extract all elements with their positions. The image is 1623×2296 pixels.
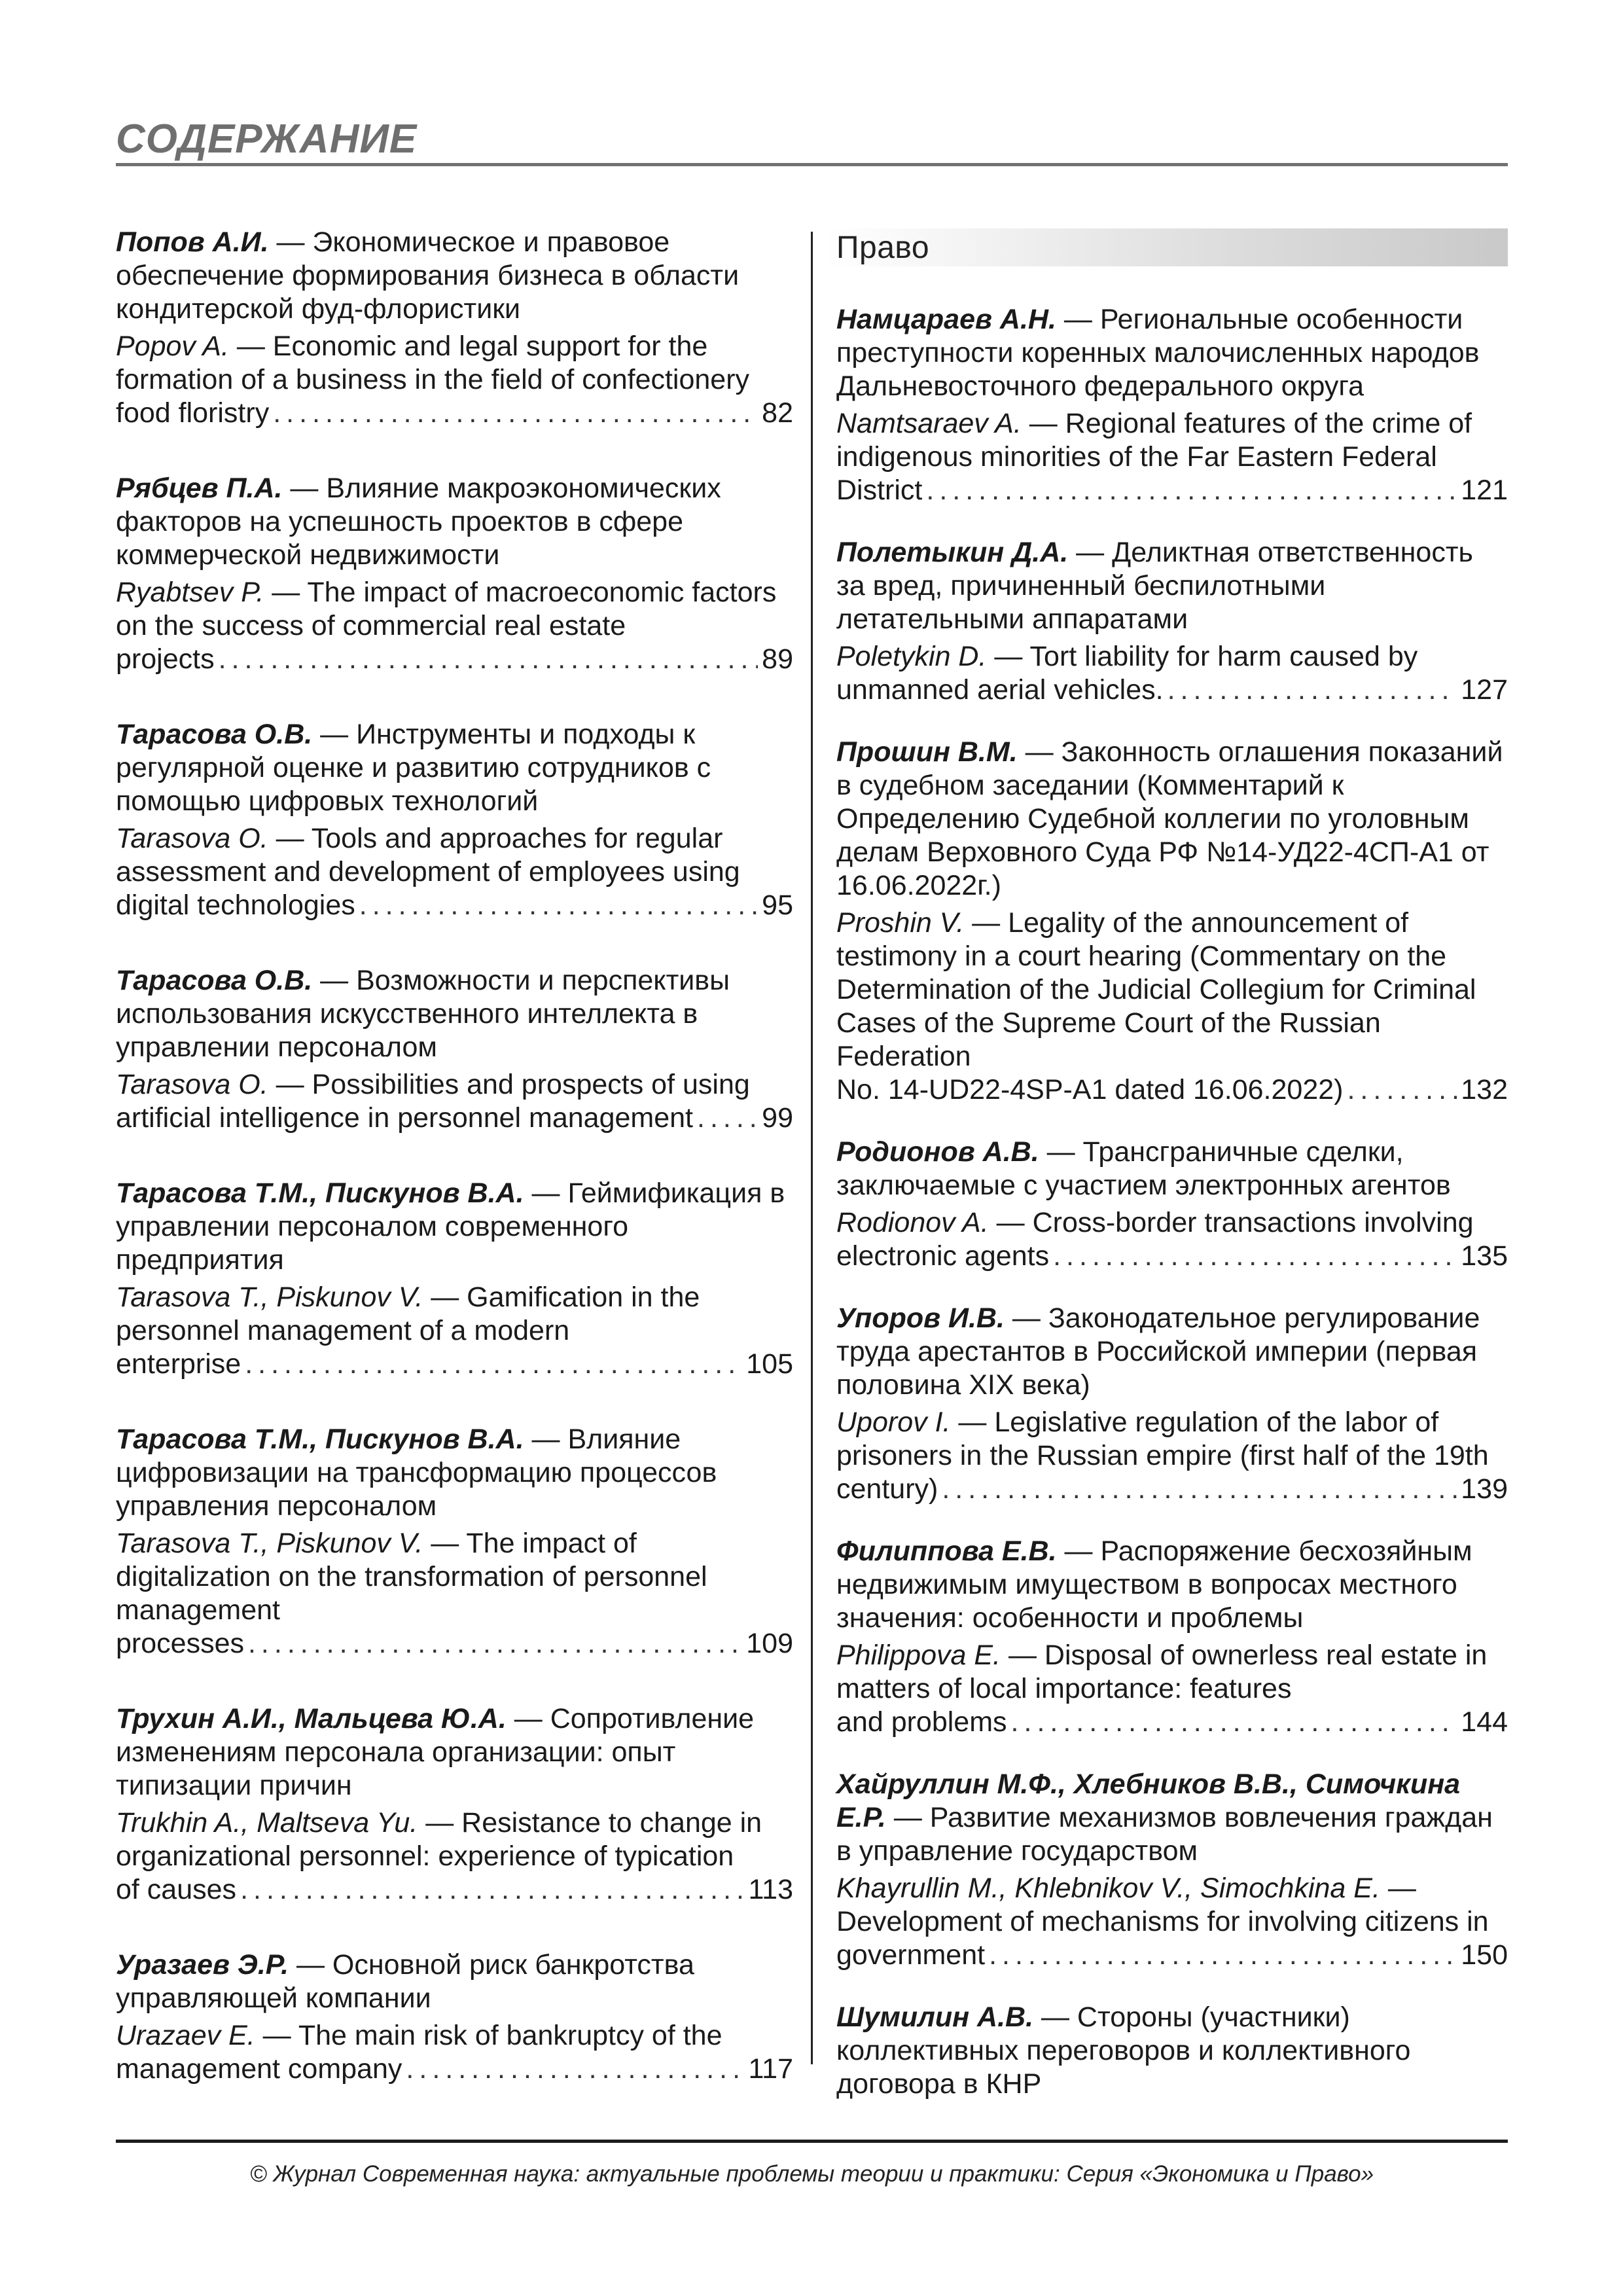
author-en: Proshin V.	[836, 907, 965, 939]
toc-entry[interactable]	[116, 1177, 793, 1381]
toc-entry[interactable]	[116, 472, 793, 676]
entry-ru	[116, 472, 793, 572]
page-line	[116, 1102, 793, 1135]
title-en-last: projects	[116, 643, 215, 675]
title-en: — Tools and approaches for regular assessment and development of employees using	[116, 823, 740, 888]
page-line	[116, 889, 793, 922]
entry-en	[836, 1639, 1508, 1706]
entry-en	[836, 1872, 1508, 1939]
title-ru: — Сопротивление изменениям персонала организации: опыт типизации причин	[116, 1703, 755, 1801]
footer-rule	[116, 2140, 1508, 2143]
entry-en	[836, 906, 1508, 1073]
entry-ru	[116, 226, 793, 326]
author-en: Tarasova O.	[116, 1069, 268, 1100]
title-en-last: artificial intelligence in personnel management	[116, 1102, 694, 1134]
title-en-last: No. 14-UD22-4SP-A1 dated 16.06.2022)	[836, 1074, 1344, 1105]
title-en-last: food floristry	[116, 397, 270, 429]
author-en: Tarasova T., Piskunov V.	[116, 1282, 423, 1313]
author-ru: Упоров И.В.	[836, 1302, 1005, 1334]
title-ru: — Возможности и перспективы использования искусственного интеллекта в управлении персоналом	[116, 965, 730, 1063]
title-en-last: of causes	[116, 1874, 237, 1905]
entry-ru	[116, 718, 793, 818]
page-number[interactable]: 150	[1461, 1939, 1508, 1971]
page-number[interactable]: 82	[762, 397, 793, 429]
entry-ru	[116, 1948, 793, 2015]
title-ru: — Основной риск банкротства управляющей компании	[116, 1949, 694, 2014]
leader-dots	[359, 889, 758, 922]
title-en: — Development of mechanisms for involving citizens in	[836, 1873, 1489, 1937]
title-ru: — Геймификация в управлении персоналом современного предприятия	[116, 1177, 785, 1276]
page-line	[836, 673, 1508, 707]
entry-en	[116, 330, 793, 397]
entry-ru	[116, 1702, 793, 1803]
author-ru: Рябцев П.А.	[116, 473, 283, 504]
entry-en	[116, 1527, 793, 1627]
author-ru: Тарасова Т.М., Пискунов В.А.	[116, 1177, 524, 1209]
author-ru: Трухин А.И., Мальцева Ю.А.	[116, 1703, 507, 1734]
footer-copyright: © Журнал Современная наука: актуальные проблемы теории и практики: Серия «Экономика и Право»	[249, 2161, 1374, 2187]
entry-ru	[836, 1302, 1508, 1402]
author-ru: Шумилин А.В.	[836, 2001, 1034, 2033]
title-ru: — Региональные особенности преступности коренных малочисленных народов Дальневосточного федерального округа	[836, 304, 1480, 402]
title-en: — Legality of the announcement of testimony in a court hearing (Commentary on the Determination of the Judicial Collegium for Criminal Cases of the Supreme Court of the Russian Federation	[836, 907, 1476, 1072]
title-en: — Possibilities and prospects of using	[268, 1069, 750, 1100]
title-en-last: and problems	[836, 1706, 1007, 1738]
leader-dots	[1053, 1240, 1457, 1273]
page-number[interactable]: 89	[762, 643, 793, 675]
page-number[interactable]: 113	[748, 1874, 793, 1905]
toc-entry[interactable]	[836, 1768, 1508, 1972]
title-en: — The impact of macroeconomic factors on the success of commercial real estate	[116, 577, 777, 641]
author-en: Urazaev E.	[116, 2020, 255, 2051]
entry-ru	[836, 2001, 1508, 2101]
title-ru: — Экономическое и правовое обеспечение формирования бизнеса в области кондитерской фуд-флористики	[116, 226, 740, 325]
header-rule	[116, 163, 1508, 166]
title-en-last: century)	[836, 1473, 938, 1505]
author-en: Ryabtsev P.	[116, 577, 264, 608]
title-en-last: District	[836, 475, 923, 506]
entry-ru	[836, 536, 1508, 636]
author-en: Philippova E.	[836, 1640, 1001, 1671]
entry-en	[116, 822, 793, 889]
entry-en	[116, 1806, 793, 1873]
author-ru: Тарасова Т.М., Пискунов В.А.	[116, 1424, 524, 1455]
column-divider	[811, 232, 813, 2064]
leader-dots	[1168, 673, 1457, 707]
entry-ru	[836, 1535, 1508, 1635]
author-en: Uporov I.	[836, 1407, 951, 1438]
toc-entry[interactable]	[116, 226, 793, 430]
page-line	[836, 474, 1508, 507]
toc-right-column	[836, 303, 1508, 2101]
toc-entry[interactable]	[116, 1948, 793, 2086]
title-en-last: management company	[116, 2053, 402, 2085]
entry-ru	[116, 1423, 793, 1523]
author-ru: Тарасова О.В.	[116, 719, 313, 750]
page-line	[836, 1240, 1508, 1273]
title-ru: — Развитие механизмов вовлечения граждан в управление государством	[836, 1802, 1493, 1867]
page-line	[116, 1348, 793, 1381]
author-en: Namtsaraev A.	[836, 408, 1022, 439]
page-number[interactable]: 121	[1461, 475, 1508, 506]
title-en: — Tort liability for harm caused by	[986, 641, 1418, 672]
title-en: — Economic and legal support for the formation of a business in the field of confectionery	[116, 331, 750, 395]
author-ru: Филиппова Е.В.	[836, 1535, 1057, 1567]
entry-en	[116, 1068, 793, 1102]
author-ru: Попов А.И.	[116, 226, 269, 258]
toc-left-column	[116, 226, 793, 2086]
entry-ru	[836, 303, 1508, 403]
page-line	[116, 643, 793, 676]
title-en: — Regional features of the crime of indigenous minorities of the Far Eastern Federal	[836, 408, 1472, 473]
title-en-last: processes	[116, 1628, 244, 1659]
toc-entry[interactable]	[116, 1702, 793, 1907]
title-ru: — Распоряжение бесхозяйным недвижимым имуществом в вопросах местного значения: особенности и проблемы	[836, 1535, 1472, 1634]
entry-ru	[116, 1177, 793, 1277]
title-ru: — Стороны (участники) коллективных переговоров и коллективного договора в КНР	[836, 2001, 1411, 2100]
leader-dots	[697, 1102, 758, 1135]
title-ru: — Деликтная ответственность за вред, причиненный беспилотными летательными аппаратами	[836, 537, 1473, 635]
section-band-law	[826, 228, 1508, 266]
toc-entry[interactable]	[116, 718, 793, 922]
toc-entry[interactable]	[836, 1302, 1508, 1506]
author-ru: Хайруллин М.Ф., Хлебников В.В., Симочкина Е.Р.	[836, 1768, 1461, 1833]
toc-entry[interactable]	[836, 1535, 1508, 1739]
title-en: — Cross-border transactions involving	[988, 1207, 1474, 1238]
entry-ru	[836, 736, 1508, 903]
title-en: — Resistance to change in organizational personnel: experience of typication	[116, 1807, 762, 1872]
title-en: — Legislative regulation of the labor of prisoners in the Russian empire (first half of the 19th	[836, 1407, 1489, 1471]
author-en: Popov A.	[116, 331, 229, 362]
entry-en	[836, 1206, 1508, 1240]
page-number[interactable]: 117	[748, 2053, 793, 2085]
page-number[interactable]: 109	[746, 1628, 793, 1659]
page-title: СОДЕРЖАНИЕ	[116, 117, 418, 162]
toc-entry[interactable]	[116, 964, 793, 1135]
author-en: Khayrullin M., Khlebnikov V., Simochkina E.	[836, 1873, 1380, 1904]
page-line	[836, 1473, 1508, 1506]
title-ru: — Влияние цифровизации на трансформацию процессов управления персоналом	[116, 1424, 717, 1522]
page-line	[836, 1073, 1508, 1107]
entry-en	[116, 1281, 793, 1348]
title-en: — Gamification in the personnel management of a modern	[116, 1282, 700, 1346]
title-en: — The main risk of bankruptcy of the	[255, 2020, 722, 2051]
entry-ru	[836, 1136, 1508, 1202]
entry-en	[116, 576, 793, 643]
entry-ru	[116, 964, 793, 1064]
page-line	[836, 1706, 1508, 1739]
toc-entry[interactable]	[836, 2001, 1508, 2101]
page-number[interactable]: 132	[1461, 1074, 1508, 1105]
title-ru: — Инструменты и подходы к регулярной оценке и развитию сотрудников с помощью цифровых технологий	[116, 719, 711, 817]
toc-entry[interactable]	[836, 536, 1508, 707]
author-ru: Прошин В.М.	[836, 736, 1018, 768]
entry-en	[836, 1406, 1508, 1473]
title-ru: — Законность оглашения показаний в судебном заседании (Комментарий к Определению Судебной коллегии по уголовным делам Верховного Суда РФ №14-УД22-4СП-А1 от 16.06.2022г.)	[836, 736, 1503, 901]
page-number[interactable]: 127	[1461, 674, 1508, 706]
page-number[interactable]: 139	[1461, 1473, 1508, 1505]
author-en: Rodionov A.	[836, 1207, 989, 1238]
leader-dots	[926, 474, 1457, 507]
author-en: Tarasova T., Piskunov V.	[116, 1528, 423, 1559]
page-number[interactable]: 95	[762, 889, 793, 921]
author-ru: Уразаев Э.Р.	[116, 1949, 289, 1981]
author-ru: Тарасова О.В.	[116, 965, 313, 996]
entry-en	[836, 407, 1508, 474]
leader-dots	[942, 1473, 1457, 1506]
page-number[interactable]: 99	[762, 1102, 793, 1134]
page-number[interactable]: 105	[746, 1348, 793, 1380]
title-ru: — Влияние макроэкономических факторов на успешность проектов в сфере коммерческой недвижимости	[116, 473, 721, 571]
page-number[interactable]: 144	[1461, 1706, 1508, 1738]
leader-dots	[248, 1627, 742, 1660]
toc-entry[interactable]	[836, 736, 1508, 1107]
leader-dots	[1011, 1706, 1457, 1739]
title-en-last: digital technologies	[116, 889, 355, 921]
author-ru: Намцараев А.Н.	[836, 304, 1056, 335]
leader-dots	[989, 1939, 1457, 1972]
leader-dots	[245, 1348, 742, 1381]
title-en-last: enterprise	[116, 1348, 241, 1380]
leader-dots	[240, 1873, 744, 1907]
author-en: Tarasova O.	[116, 823, 268, 854]
title-ru: — Трансграничные сделки, заключаемые с участием электронных агентов	[836, 1136, 1451, 1201]
title-ru: — Законодательное регулирование труда арестантов в Российской империи (первая половина XIX века)	[836, 1302, 1480, 1401]
author-ru: Полетыкин Д.А.	[836, 537, 1069, 568]
page-line	[116, 397, 793, 430]
author-en: Poletykin D.	[836, 641, 987, 672]
page-line	[116, 2053, 793, 2086]
section-title: Право	[836, 230, 930, 265]
leader-dots	[1347, 1073, 1457, 1107]
title-en-last: electronic agents	[836, 1240, 1050, 1272]
author-ru: Родионов А.В.	[836, 1136, 1039, 1168]
author-en: Trukhin A., Maltseva Yu.	[116, 1807, 418, 1839]
toc-entry[interactable]	[836, 303, 1508, 507]
title-en: — Disposal of ownerless real estate in matters of local importance: features	[836, 1640, 1488, 1704]
leader-dots	[219, 643, 758, 676]
title-en-last: unmanned aerial vehicles.	[836, 674, 1164, 706]
leader-dots	[273, 397, 758, 430]
leader-dots	[406, 2053, 744, 2086]
page-line	[836, 1939, 1508, 1972]
toc-entry[interactable]	[116, 1423, 793, 1660]
page-line	[116, 1627, 793, 1660]
title-en: — The impact of digitalization on the transformation of personnel management	[116, 1528, 707, 1626]
page-line	[116, 1873, 793, 1907]
toc-entry[interactable]	[836, 1136, 1508, 1273]
entry-ru	[836, 1768, 1508, 1868]
title-en-last: government	[836, 1939, 986, 1971]
entry-en	[116, 2019, 793, 2053]
page-number[interactable]: 135	[1461, 1240, 1508, 1272]
entry-en	[836, 640, 1508, 673]
